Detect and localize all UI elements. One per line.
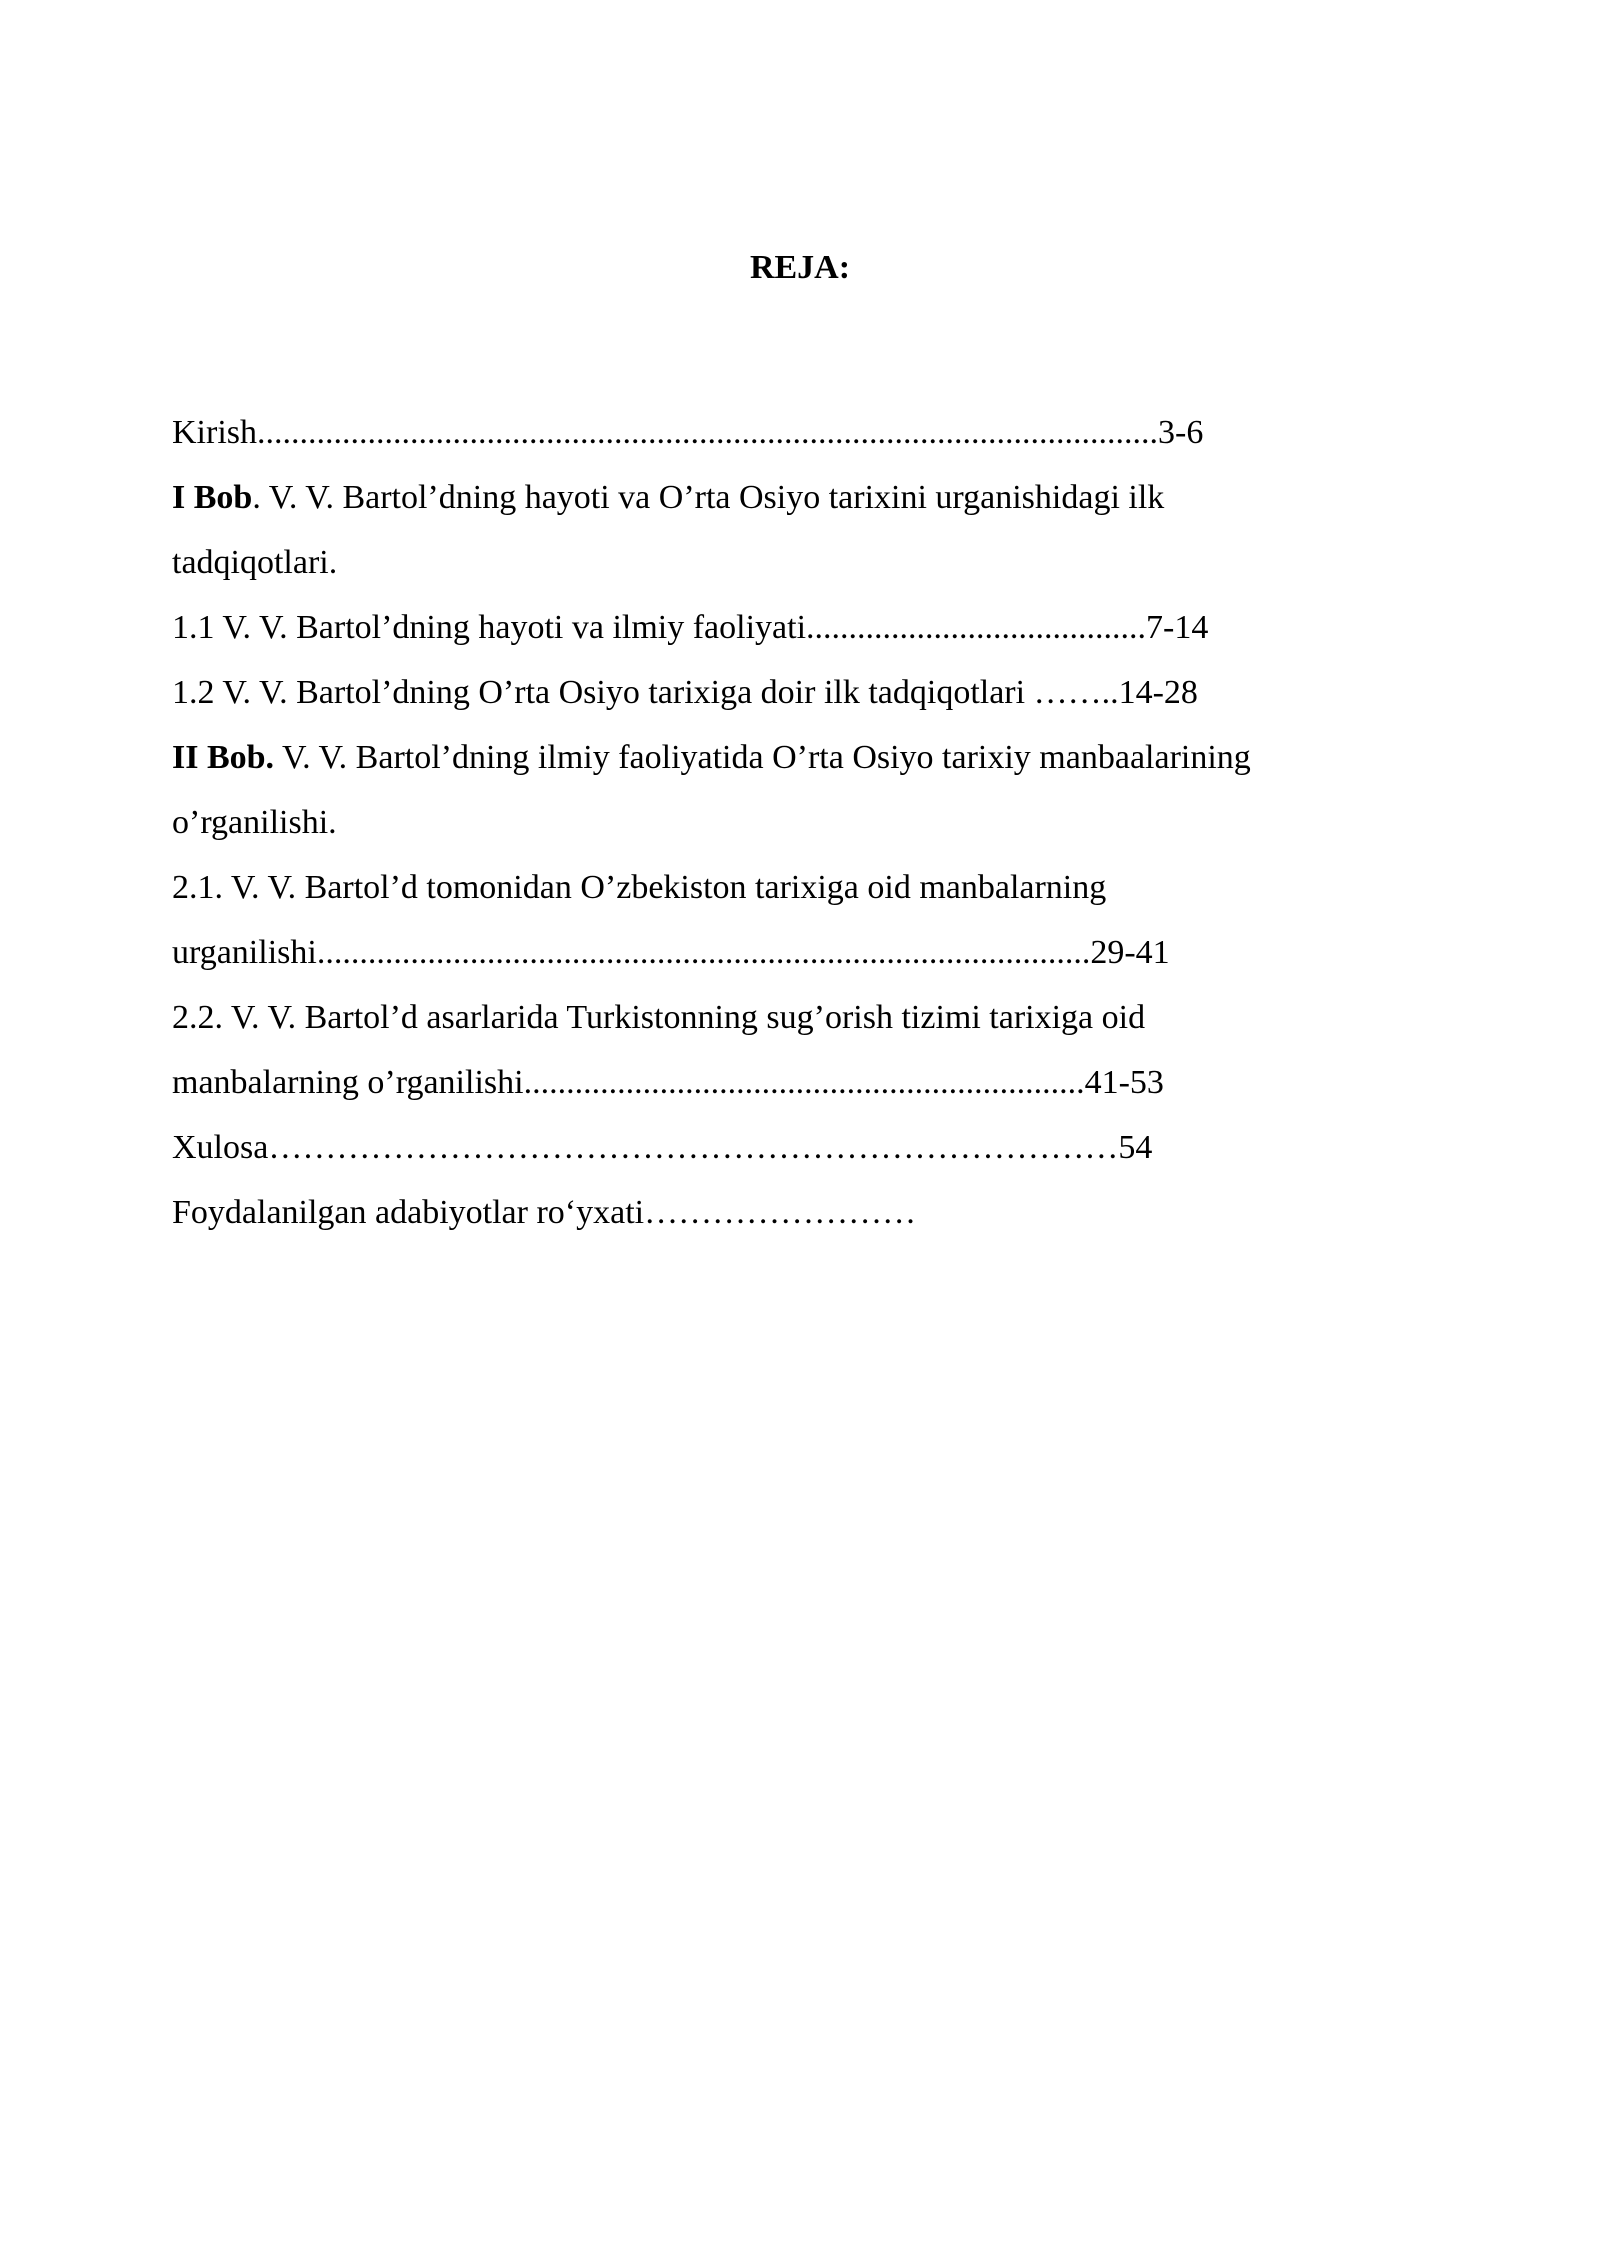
toc-line <box>172 985 1412 1050</box>
table-of-contents <box>172 400 1412 1245</box>
toc-line <box>172 1050 1412 1115</box>
toc-line <box>172 855 1412 920</box>
toc-line-text: 2.2. V. V. Bartol’d asarlarida Turkistonning sug’orish tizimi tarixiga oid <box>172 999 1146 1036</box>
toc-line <box>172 465 1412 530</box>
toc-line <box>172 920 1412 985</box>
toc-line <box>172 1115 1412 1180</box>
toc-line-text: Kirish..........................................................................................................3-6 <box>172 414 1204 451</box>
toc-line-text: o’rganilishi. <box>172 804 337 841</box>
toc-line-text: urganilishi...........................................................................................29-41 <box>172 934 1170 971</box>
toc-line-text: . V. V. Bartol’dning hayoti va O’rta Osiyo tarixini urganishidagi ilk <box>252 479 1165 516</box>
toc-line-text: 1.1 V. V. Bartol’dning hayoti va ilmiy faoliyati........................................7-14 <box>172 609 1209 646</box>
toc-line <box>172 660 1412 725</box>
toc-line-text: 2.1. V. V. Bartol’d tomonidan O’zbekiston tarixiga oid manbalarning <box>172 869 1107 906</box>
toc-line <box>172 595 1412 660</box>
toc-line <box>172 400 1412 465</box>
toc-line-bold: I Bob <box>172 479 253 516</box>
toc-line-text: manbalarning o’rganilishi..................................................................41-53 <box>172 1064 1164 1101</box>
toc-line <box>172 790 1412 855</box>
toc-line-text: 1.2 V. V. Bartol’dning O’rta Osiyo tarixiga doir ilk tadqiqotlari ……..14-28 <box>172 674 1198 711</box>
toc-line <box>172 725 1412 790</box>
toc-line-text: V. V. Bartol’dning ilmiy faoliyatida O’rta Osiyo tarixiy manbaalarining <box>274 739 1251 776</box>
toc-line <box>172 530 1412 595</box>
page-title: REJA: <box>749 249 851 286</box>
toc-line <box>172 1180 1412 1245</box>
toc-line-text: tadqiqotlari. <box>172 544 338 581</box>
toc-line-bold: II Bob. <box>172 739 275 776</box>
toc-line-text: Xulosa…………………………………………………………………54 <box>172 1129 1153 1166</box>
toc-line-text: Foydalanilgan adabiyotlar ro‘yxati…………………… <box>172 1194 917 1231</box>
